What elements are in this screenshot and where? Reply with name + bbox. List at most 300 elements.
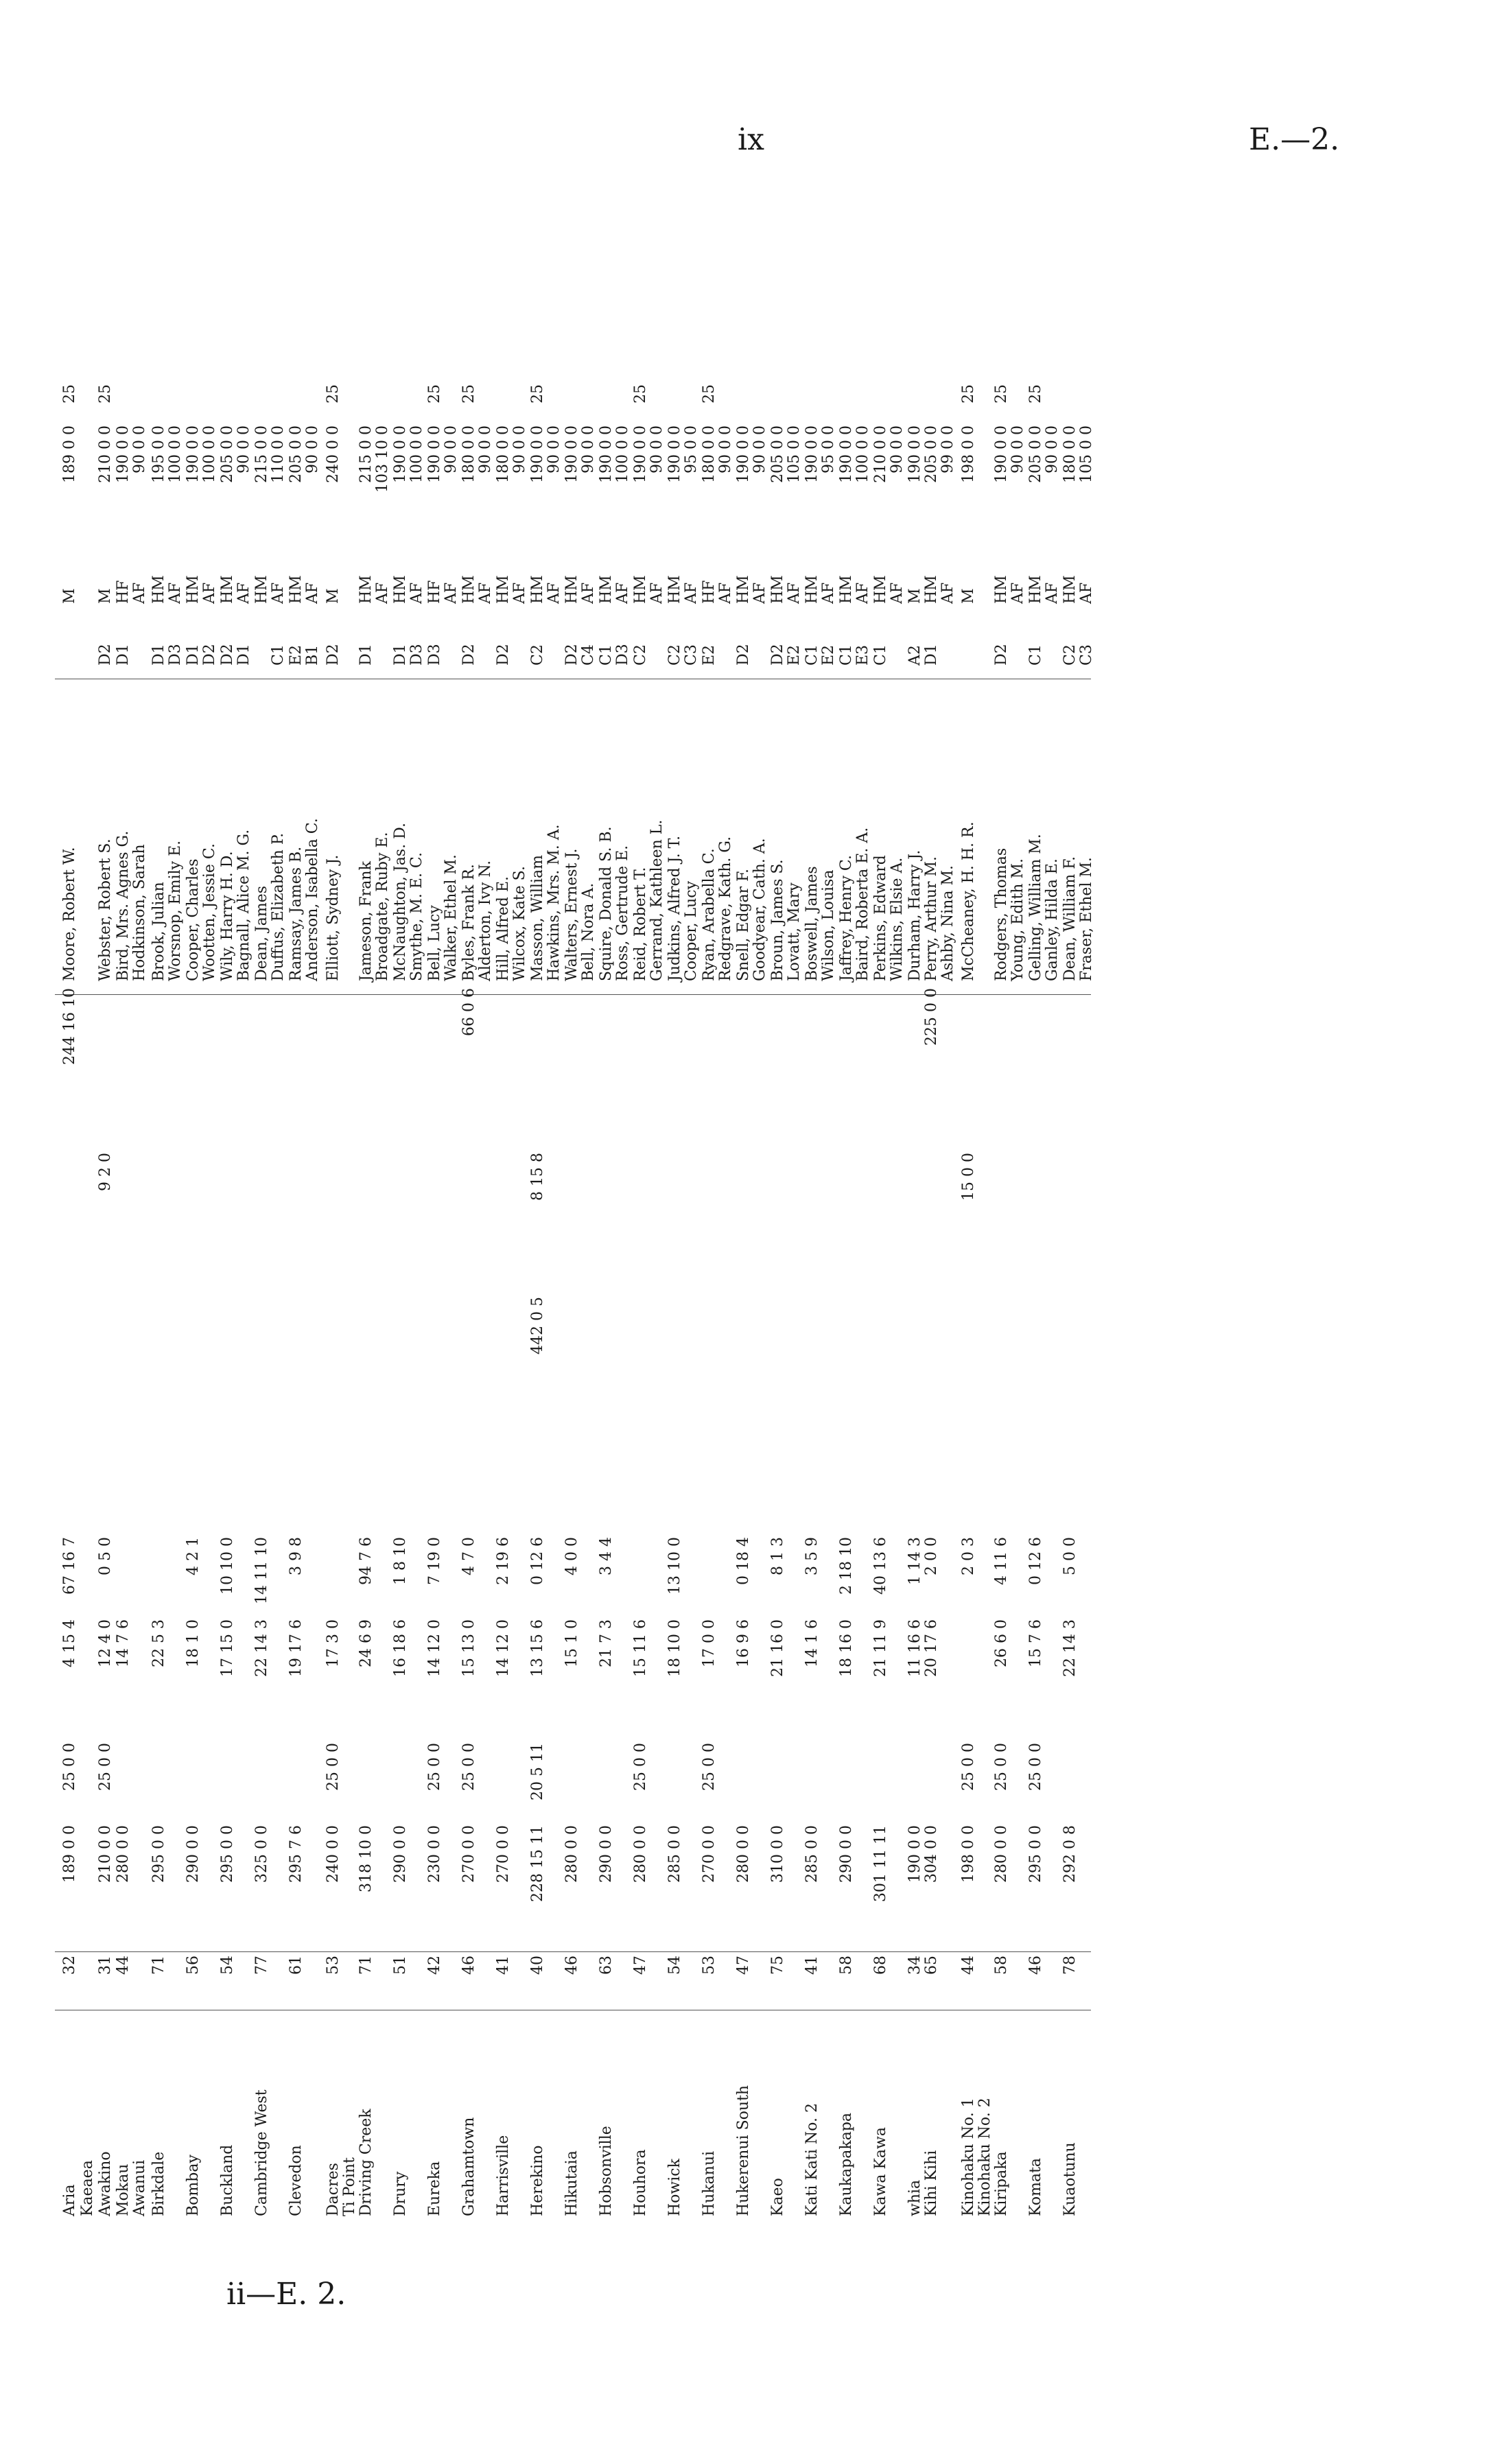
cell-tsal: 105 0 0: [1078, 425, 1095, 483]
cell-teacher: Alderton, Ivy N.: [477, 860, 494, 981]
cell-salary: 290 0 0: [598, 1825, 615, 1883]
cell-teacher: Wootten, Jessie C.: [201, 843, 218, 981]
cell-roll: 46: [460, 1956, 478, 1975]
cell-pos: AF: [786, 582, 803, 604]
cell-tall: 25: [460, 384, 478, 403]
cell-teacher: Ryan, Arabella C.: [701, 848, 718, 981]
cell-school: Kaukapakapa: [838, 2112, 855, 2216]
cell-pos: AF: [1009, 582, 1026, 604]
cell-teacher: Hawkins, Mrs. M. A.: [545, 824, 563, 981]
cell-capit: 15 11 6: [632, 1619, 649, 1677]
cell-school: Kuaotunu: [1061, 2142, 1079, 2216]
cell-pos: HM: [185, 575, 202, 604]
cell-roll: 51: [392, 1956, 409, 1975]
cell-pos: AF: [131, 582, 148, 604]
cell-cls: D1: [923, 644, 940, 666]
cell-salary: 270 0 0: [460, 1825, 478, 1883]
cell-capit: 4 15 4: [61, 1619, 78, 1667]
cell-capit: 18 1 0: [185, 1619, 202, 1667]
cell-tsal: 103 10 0: [374, 425, 391, 493]
cell-teacher: Wilson, Louisa: [820, 869, 837, 981]
cell-teacher: Masson, William: [529, 855, 546, 981]
cell-capit2: 3 9 8: [287, 1537, 305, 1575]
cell-tsal: 90 0 0: [235, 425, 253, 473]
cell-pos: HM: [253, 575, 270, 604]
cell-capit: 19 17 6: [287, 1619, 305, 1677]
cell-tsal: 90 0 0: [580, 425, 597, 473]
cell-roll: 65: [923, 1956, 940, 1975]
cell-salary: 210 0 0: [97, 1825, 114, 1883]
cell-school: Aria: [61, 2184, 78, 2216]
cell-school: Grahamtown: [460, 2117, 478, 2216]
cell-capit: 24 6 9: [357, 1619, 375, 1667]
cell-cls: D1: [235, 644, 253, 666]
cell-x3: 9 2 0: [97, 1153, 114, 1191]
cell-cls: D3: [426, 644, 443, 666]
cell-salary: 295 0 0: [150, 1825, 167, 1883]
cell-house: 25 0 0: [325, 1743, 342, 1791]
cell-roll: 58: [993, 1956, 1010, 1975]
cell-roll: 53: [325, 1956, 342, 1975]
cell-tsal: 198 0 0: [960, 425, 977, 483]
cell-capit2: 3 5 9: [803, 1537, 821, 1575]
cell-teacher: Durham, Harry J.: [906, 849, 924, 981]
cell-house: 25 0 0: [632, 1743, 649, 1791]
cell-teacher: Elliott, Sydney J.: [325, 854, 342, 981]
cell-teacher: Lovatt, Mary: [786, 882, 803, 981]
cell-roll: 47: [632, 1956, 649, 1975]
cell-school: Hukerenui South: [735, 2085, 752, 2216]
cell-tsal: 180 0 0: [460, 425, 478, 483]
cell-cls: D1: [185, 644, 202, 666]
cell-pos: AF: [443, 582, 460, 604]
cell-teacher: Jaffrey, Henry C.: [838, 855, 855, 981]
cell-tsal: 210 0 0: [872, 425, 889, 483]
cell-roll: 68: [872, 1956, 889, 1975]
cell-tsal: 90 0 0: [1009, 425, 1026, 473]
cell-school: Herekino: [529, 2145, 546, 2216]
cell-salary: 198 0 0: [960, 1825, 977, 1883]
cell-roll: 78: [1061, 1956, 1079, 1975]
cell-school: Kati Kati No. 2: [803, 2103, 821, 2216]
cell-cls: D2: [735, 644, 752, 666]
cell-pos: HM: [460, 575, 478, 604]
cell-pos: HM: [598, 575, 615, 604]
cell-pos: AF: [820, 582, 837, 604]
cell-capit2: 7 19 0: [426, 1537, 443, 1585]
cell-pos: M: [960, 588, 977, 604]
cell-cls: C1: [803, 644, 821, 666]
cell-salary: 318 10 0: [357, 1825, 375, 1892]
cell-roll: 47: [735, 1956, 752, 1975]
cell-tsal: 100 0 0: [854, 425, 871, 483]
cell-school: Cambridge West: [253, 2089, 270, 2216]
cell-pos: AF: [751, 582, 768, 604]
cell-pos: AF: [477, 582, 494, 604]
cell-teacher: Broadgate, Ruby E.: [374, 832, 391, 981]
cell-roll: 40: [529, 1956, 546, 1975]
cell-pos: HM: [923, 575, 940, 604]
cell-roll: 41: [803, 1956, 821, 1975]
cell-tsal: 95 0 0: [683, 425, 700, 473]
cell-pos: AF: [235, 582, 253, 604]
cell-school: Hobsonville: [598, 2126, 615, 2216]
cell-capit: 26 6 0: [993, 1619, 1010, 1667]
series-code: E.—2.: [1249, 122, 1340, 157]
cell-teacher: Ashby, Nina M.: [939, 865, 956, 981]
cell-teacher: Cooper, Charles: [185, 858, 202, 981]
cell-pos: AF: [683, 582, 700, 604]
cell-tsal: 180 0 0: [1061, 425, 1079, 483]
cell-school: Kinohaku No. 2: [976, 2098, 994, 2216]
cell-capit2: 67 16 7: [61, 1537, 78, 1595]
cell-capit: 21 16 0: [769, 1619, 786, 1677]
cell-pos: HM: [632, 575, 649, 604]
cell-pos: AF: [1044, 582, 1061, 604]
cell-tall: 25: [1027, 384, 1044, 403]
cell-salary: 230 0 0: [426, 1825, 443, 1883]
cell-roll: 71: [150, 1956, 167, 1975]
cell-roll: 56: [185, 1956, 202, 1975]
cell-x4: 244 16 10: [61, 988, 78, 1065]
cell-cls: B1: [304, 644, 321, 666]
cell-teacher: Jameson, Frank: [357, 861, 375, 981]
cell-pos: HM: [287, 575, 305, 604]
cell-roll: 46: [563, 1956, 580, 1975]
cell-cls: E2: [701, 644, 718, 666]
cell-house: 25 0 0: [460, 1743, 478, 1791]
cell-tsal: 90 0 0: [717, 425, 734, 473]
cell-salary: 190 0 0: [906, 1825, 924, 1883]
cell-salary: 295 0 0: [219, 1825, 236, 1883]
cell-cls: C2: [1061, 644, 1079, 666]
cell-tsal: 190 0 0: [563, 425, 580, 483]
cell-pos: HM: [803, 575, 821, 604]
cell-roll: 54: [666, 1956, 683, 1975]
cell-pos: HM: [150, 575, 167, 604]
cell-teacher: Ganley, Hilda E.: [1044, 858, 1061, 981]
cell-teacher: Moore, Robert W.: [61, 847, 78, 981]
cell-capit: 14 7 6: [115, 1619, 132, 1667]
cell-salary: 301 11 11: [872, 1825, 889, 1902]
cell-capit: 16 9 6: [735, 1619, 752, 1667]
cell-school: Howick: [666, 2159, 683, 2216]
cell-tall: 25: [993, 384, 1010, 403]
cell-tsal: 240 0 0: [325, 425, 342, 483]
cell-teacher: Bird, Mrs. Agnes G.: [115, 830, 132, 981]
cell-tall: 25: [960, 384, 977, 403]
cell-tall: 25: [426, 384, 443, 403]
cell-capit2: 4 2 1: [185, 1537, 202, 1575]
cell-tsal: 110 0 0: [270, 425, 287, 483]
cell-tsal: 90 0 0: [545, 425, 563, 473]
cell-capit2: 5 0 0: [1061, 1537, 1079, 1575]
cell-teacher: Baird, Roberta E. A.: [854, 827, 871, 981]
cell-teacher: Walker, Ethel M.: [443, 854, 460, 981]
cell-school: Awanui: [131, 2159, 148, 2216]
cell-salary: 290 0 0: [392, 1825, 409, 1883]
page-number: ix: [738, 122, 764, 157]
cell-school: Hikutaia: [563, 2150, 580, 2216]
cell-capit: 17 3 0: [325, 1619, 342, 1667]
cell-roll: 34: [906, 1956, 924, 1975]
cell-salary: 295 0 0: [1027, 1825, 1044, 1883]
cell-school: Ti Point: [341, 2157, 358, 2216]
cell-tsal: 205 0 0: [1027, 425, 1044, 483]
cell-teacher: Snell, Edgar F.: [735, 868, 752, 981]
cell-teacher: Wily, Harry H. D.: [219, 851, 236, 981]
cell-school: whia: [906, 2179, 924, 2216]
cell-tsal: 190 0 0: [735, 425, 752, 483]
cell-tsal: 100 0 0: [201, 425, 218, 483]
cell-capit: 12 4 0: [97, 1619, 114, 1667]
cell-cls: C1: [872, 644, 889, 666]
cell-tsal: 205 0 0: [769, 425, 786, 483]
cell-pos: AF: [511, 582, 528, 604]
cell-teacher: Webster, Robert S.: [97, 838, 114, 981]
cell-capit2: 1 14 3: [906, 1537, 924, 1585]
cell-pos: AF: [580, 582, 597, 604]
cell-house: 25 0 0: [61, 1743, 78, 1791]
cell-school: Kawa Kawa: [872, 2127, 889, 2216]
cell-teacher: Ross, Gertrude E.: [614, 845, 631, 981]
cell-tsal: 205 0 0: [923, 425, 940, 483]
cell-capit2: 0 18 4: [735, 1537, 752, 1585]
cell-pos: AF: [201, 582, 218, 604]
cell-salary: 280 0 0: [115, 1825, 132, 1883]
cell-tsal: 95 0 0: [820, 425, 837, 473]
cell-capit: 15 7 6: [1027, 1619, 1044, 1667]
cell-cls: D2: [495, 644, 512, 666]
cell-teacher: Smythe, M. E. C.: [408, 852, 425, 981]
cell-tall: 25: [61, 384, 78, 403]
cell-cls: C1: [1027, 644, 1044, 666]
cell-tsal: 190 0 0: [906, 425, 924, 483]
rotated-table: [55, 226, 1461, 2216]
cell-pos: AF: [939, 582, 956, 604]
cell-school: Birkdale: [150, 2151, 167, 2216]
cell-teacher: Cooper, Lucy: [683, 880, 700, 981]
cell-tall: 25: [325, 384, 342, 403]
cell-teacher: Gelling, William M.: [1027, 834, 1044, 981]
cell-teacher: Bell, Nora A.: [580, 882, 597, 981]
cell-tall: 25: [632, 384, 649, 403]
cell-school: Kaeo: [769, 2178, 786, 2216]
cell-roll: 44: [115, 1956, 132, 1975]
cell-cls: D2: [97, 644, 114, 666]
cell-pos: HM: [219, 575, 236, 604]
cell-tsal: 190 0 0: [598, 425, 615, 483]
cell-pos: M: [906, 588, 924, 604]
cell-capit: 18 10 0: [666, 1619, 683, 1677]
cell-teacher: Byles, Frank R.: [460, 864, 478, 981]
cell-pos: HM: [769, 575, 786, 604]
cell-capit2: 94 7 6: [357, 1537, 375, 1585]
cell-tsal: 205 0 0: [219, 425, 236, 483]
cell-tsal: 100 0 0: [167, 425, 184, 483]
cell-teacher: Dean, William F.: [1061, 856, 1079, 981]
cell-salary: 270 0 0: [701, 1825, 718, 1883]
cell-cls: C3: [1078, 644, 1095, 666]
cell-tsal: 210 0 0: [97, 425, 114, 483]
cell-salary: 189 0 0: [61, 1825, 78, 1883]
cell-house: 25 0 0: [426, 1743, 443, 1791]
footer-signature: ii—E. 2.: [226, 2277, 347, 2312]
cell-salary: 325 0 0: [253, 1825, 270, 1883]
cell-school: Bombay: [185, 2155, 202, 2216]
cell-capit2: 8 1 3: [769, 1537, 786, 1575]
cell-teacher: Fraser, Ethel M.: [1078, 857, 1095, 981]
cell-capit: 20 17 6: [923, 1619, 940, 1677]
cell-teacher: Duffus, Elizabeth P.: [270, 832, 287, 981]
cell-teacher: Brook, Julian: [150, 882, 167, 981]
cell-pos: HM: [838, 575, 855, 604]
cell-tsal: 90 0 0: [889, 425, 906, 473]
cell-tsal: 190 0 0: [426, 425, 443, 483]
cell-cls: D1: [392, 644, 409, 666]
cell-teacher: Goodyear, Cath. A.: [751, 838, 768, 981]
cell-tsal: 190 0 0: [666, 425, 683, 483]
cell-cls: D1: [357, 644, 375, 666]
cell-tall: 25: [701, 384, 718, 403]
cell-capit: 13 15 6: [529, 1619, 546, 1677]
cell-tsal: 190 0 0: [838, 425, 855, 483]
cell-teacher: Perry, Arthur M.: [923, 856, 940, 981]
cell-tsal: 90 0 0: [648, 425, 666, 473]
cell-roll: 63: [598, 1956, 615, 1975]
cell-pos: HF: [426, 580, 443, 604]
cell-tsal: 100 0 0: [614, 425, 631, 483]
cell-roll: 54: [219, 1956, 236, 1975]
cell-x4: 225 0 0: [923, 988, 940, 1046]
cell-capit: 21 11 9: [872, 1619, 889, 1677]
cell-school: Awakino: [97, 2151, 114, 2216]
cell-tsal: 205 0 0: [287, 425, 305, 483]
cell-school: Kaeaea: [79, 2160, 96, 2216]
cell-teacher: Hodkinson, Sarah: [131, 844, 148, 981]
cell-cls: E2: [820, 644, 837, 666]
cell-school: Mokau: [115, 2163, 132, 2216]
cell-x4: 66 0 6: [460, 988, 478, 1036]
cell-teacher: Reid, Robert T.: [632, 867, 649, 981]
cell-roll: 31: [97, 1956, 114, 1975]
cell-tsal: 99 0 0: [939, 425, 956, 473]
cell-tsal: 190 0 0: [529, 425, 546, 483]
cell-cls: C4: [580, 644, 597, 666]
cell-salary: 295 7 6: [287, 1825, 305, 1883]
cell-teacher: Wilcox, Kate S.: [511, 866, 528, 981]
cell-cls: D2: [993, 644, 1010, 666]
cell-pos: M: [61, 588, 78, 604]
cell-school: Komata: [1027, 2157, 1044, 2216]
cell-salary: 285 0 0: [666, 1825, 683, 1883]
cell-pos: AF: [270, 582, 287, 604]
cell-capit: 18 16 0: [838, 1619, 855, 1677]
cell-roll: 46: [1027, 1956, 1044, 1975]
cell-salary: 304 0 0: [923, 1825, 940, 1883]
cell-teacher: Wilkins, Elsie A.: [889, 857, 906, 981]
cell-salary: 285 0 0: [803, 1825, 821, 1883]
cell-cls: E3: [854, 644, 871, 666]
cell-teacher: Gerrand, Kathleen L.: [648, 819, 666, 981]
cell-pos: HM: [392, 575, 409, 604]
cell-tall: 25: [529, 384, 546, 403]
cell-cls: D1: [115, 644, 132, 666]
cell-capit2: 3 4 4: [598, 1537, 615, 1575]
cell-roll: 32: [61, 1956, 78, 1975]
cell-teacher: Squire, Donald S. B.: [598, 826, 615, 981]
cell-salary: 280 0 0: [563, 1825, 580, 1883]
cell-capit: 17 15 0: [219, 1619, 236, 1677]
cell-cls: D2: [563, 644, 580, 666]
cell-roll: 42: [426, 1956, 443, 1975]
cell-pos: AF: [167, 582, 184, 604]
cell-tall: 25: [97, 384, 114, 403]
cell-capit2: 4 11 6: [993, 1537, 1010, 1585]
cell-tsal: 215 0 0: [357, 425, 375, 483]
cell-tsal: 190 0 0: [185, 425, 202, 483]
cell-cls: C3: [683, 644, 700, 666]
cell-house: 25 0 0: [97, 1743, 114, 1791]
cell-pos: AF: [374, 582, 391, 604]
cell-pos: HM: [563, 575, 580, 604]
cell-pos: HM: [872, 575, 889, 604]
cell-pos: HM: [735, 575, 752, 604]
cell-teacher: Ramsay, James B.: [287, 846, 305, 981]
cell-salary: 240 0 0: [325, 1825, 342, 1883]
cell-cls: C2: [632, 644, 649, 666]
cell-pos: HF: [115, 580, 132, 604]
cell-cls: C2: [529, 644, 546, 666]
cell-pos: AF: [545, 582, 563, 604]
cell-x2: 442 0 5: [529, 1297, 546, 1354]
cell-tsal: 190 0 0: [803, 425, 821, 483]
cell-capit: 17 0 0: [701, 1619, 718, 1667]
cell-teacher: Broun, James S.: [769, 859, 786, 981]
cell-pos: M: [325, 588, 342, 604]
cell-tsal: 195 0 0: [150, 425, 167, 483]
cell-teacher: Worsnop, Emily E.: [167, 840, 184, 981]
cell-tsal: 190 0 0: [632, 425, 649, 483]
cell-roll: 77: [253, 1956, 270, 1975]
cell-teacher: Young, Edith M.: [1009, 858, 1026, 981]
cell-cls: C1: [270, 644, 287, 666]
cell-house: 25 0 0: [993, 1743, 1010, 1791]
cell-tsal: 90 0 0: [751, 425, 768, 473]
cell-school: Dacres: [325, 2163, 342, 2216]
cell-teacher: Judkins, Alfred J. T.: [666, 835, 683, 981]
cell-salary: 270 0 0: [495, 1825, 512, 1883]
cell-pos: HM: [1027, 575, 1044, 604]
cell-tsal: 90 0 0: [304, 425, 321, 473]
cell-capit: 21 7 3: [598, 1619, 615, 1667]
cell-capit: 14 12 0: [495, 1619, 512, 1677]
cell-school: Kihi Kihi: [923, 2150, 940, 2216]
cell-capit2: 0 12 6: [1027, 1537, 1044, 1585]
cell-capit2: 1 8 10: [392, 1537, 409, 1585]
column-rule: [55, 1951, 1091, 1952]
cell-teacher: Walters, Ernest J.: [563, 848, 580, 981]
cell-capit: 22 14 3: [1061, 1619, 1079, 1677]
cell-x3: 8 15 8: [529, 1153, 546, 1201]
cell-roll: 71: [357, 1956, 375, 1975]
cell-salary: 310 0 0: [769, 1825, 786, 1883]
cell-pos: AF: [408, 582, 425, 604]
cell-teacher: Dean, James: [253, 885, 270, 981]
cell-salary: 228 15 11: [529, 1825, 546, 1902]
cell-roll: 41: [495, 1956, 512, 1975]
cell-teacher: Bell, Lucy: [426, 905, 443, 981]
